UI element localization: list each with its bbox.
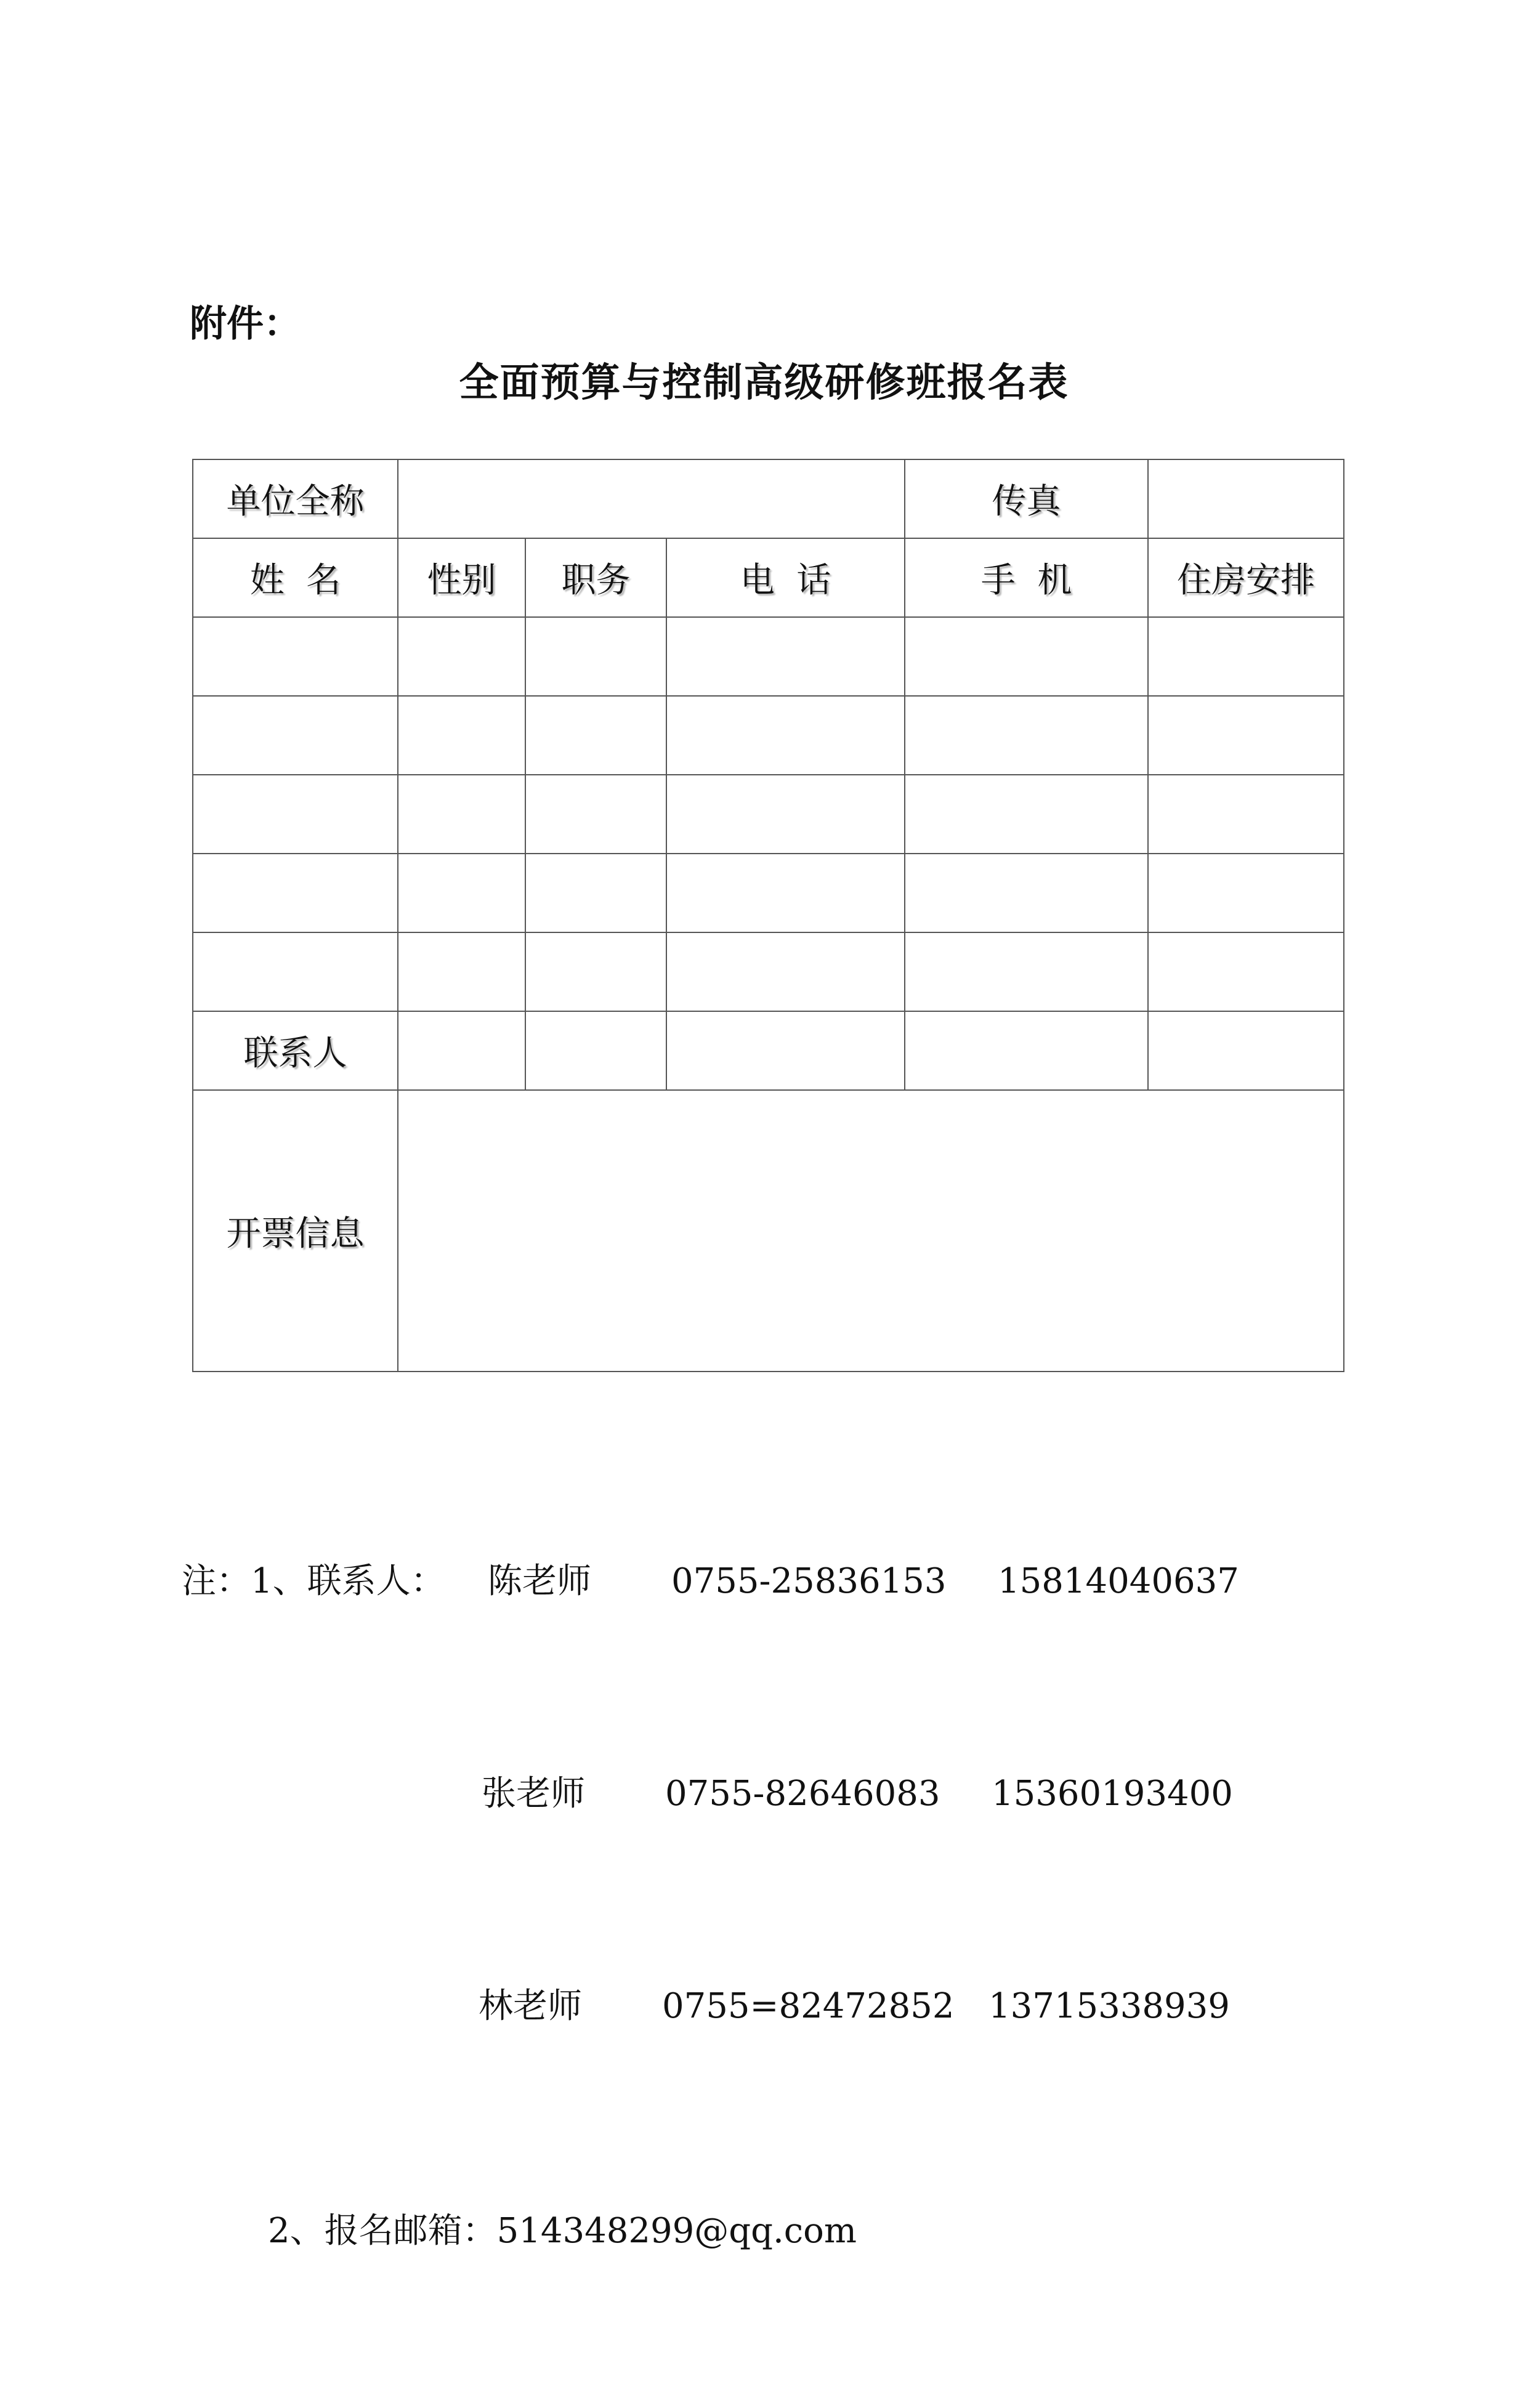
header-position: 职务: [525, 538, 666, 617]
phone-cell[interactable]: [666, 696, 905, 775]
lodging-cell[interactable]: [1148, 932, 1344, 1011]
phone-cell[interactable]: [666, 854, 905, 932]
gender-cell[interactable]: [398, 696, 525, 775]
gender-cell[interactable]: [398, 932, 525, 1011]
unit-label: 单位全称: [193, 459, 398, 538]
position-cell[interactable]: [525, 617, 666, 696]
note-contact-2: [182, 1758, 1352, 1829]
email-line: 2、报名邮箱：514348299@qq.com: [268, 2211, 857, 2251]
contact-phone: 0755-82646083: [665, 1774, 940, 1814]
header-lodging: 住房安排: [1148, 538, 1344, 617]
contact-label: 联系人: [193, 1011, 398, 1090]
lodging-cell[interactable]: [1148, 696, 1344, 775]
contact-name: 张老师: [482, 1774, 585, 1814]
contact-name: 林老师: [479, 1986, 582, 2026]
header-name: 姓 名: [193, 538, 398, 617]
lodging-cell[interactable]: [1148, 854, 1344, 932]
contact-name: 陈老师: [488, 1561, 591, 1601]
note-contact-1: [182, 1546, 1352, 1617]
phone-cell[interactable]: [666, 617, 905, 696]
contact-mobile: 15360193400: [992, 1774, 1233, 1814]
contact-gender-cell[interactable]: [398, 1011, 525, 1090]
mobile-cell[interactable]: [905, 617, 1148, 696]
gender-cell[interactable]: [398, 617, 525, 696]
mobile-cell[interactable]: [905, 932, 1148, 1011]
note-email: [182, 2196, 1352, 2266]
mobile-cell[interactable]: [905, 854, 1148, 932]
gender-cell[interactable]: [398, 854, 525, 932]
phone-cell[interactable]: [666, 932, 905, 1011]
fax-cell[interactable]: [1148, 459, 1344, 538]
phone-cell[interactable]: [666, 775, 905, 854]
header-phone: 电 话: [666, 538, 905, 617]
contact-lodging-cell[interactable]: [1148, 1011, 1344, 1090]
contact-position-cell[interactable]: [525, 1011, 666, 1090]
contact-mobile: 13715338939: [988, 1986, 1230, 2026]
invoice-info-cell[interactable]: [398, 1090, 1344, 1372]
contact-phone: 0755=82472852: [662, 1986, 955, 2026]
name-cell[interactable]: [193, 775, 398, 854]
position-cell[interactable]: [525, 932, 666, 1011]
contact-mobile-cell[interactable]: [905, 1011, 1148, 1090]
table-row: [193, 617, 1344, 696]
notes: [182, 1404, 1352, 2337]
table-row: [193, 775, 1344, 854]
notes-prefix: 注：1、联系人：: [182, 1561, 445, 1601]
note-contact-3: [182, 1971, 1352, 2042]
gender-cell[interactable]: [398, 775, 525, 854]
form-title: 全面预算与控制高级研修班报名表: [459, 360, 1069, 406]
position-cell[interactable]: [525, 775, 666, 854]
header-row: [193, 538, 1344, 617]
table-row: [193, 696, 1344, 775]
table-row: [193, 932, 1344, 1011]
name-cell[interactable]: [193, 932, 398, 1011]
contact-row: [193, 1011, 1344, 1090]
mobile-cell[interactable]: [905, 696, 1148, 775]
invoice-label: 开票信息: [193, 1090, 398, 1372]
name-cell[interactable]: [193, 617, 398, 696]
attachment-label: 附件：: [190, 302, 301, 345]
name-cell[interactable]: [193, 696, 398, 775]
lodging-cell[interactable]: [1148, 775, 1344, 854]
mobile-cell[interactable]: [905, 775, 1148, 854]
unit-name-cell[interactable]: [398, 459, 905, 538]
contact-phone-cell[interactable]: [666, 1011, 905, 1090]
contact-phone: 0755-25836153: [671, 1561, 947, 1601]
position-cell[interactable]: [525, 696, 666, 775]
name-cell[interactable]: [193, 854, 398, 932]
fax-label: 传真: [905, 459, 1148, 538]
header-mobile: 手 机: [905, 538, 1148, 617]
header-gender: 性别: [398, 538, 525, 617]
registration-table: [192, 459, 1344, 1372]
position-cell[interactable]: [525, 854, 666, 932]
invoice-row: [193, 1090, 1344, 1372]
contact-mobile: 15814040637: [998, 1561, 1239, 1601]
table-row: [193, 854, 1344, 932]
unit-row: [193, 459, 1344, 538]
lodging-cell[interactable]: [1148, 617, 1344, 696]
